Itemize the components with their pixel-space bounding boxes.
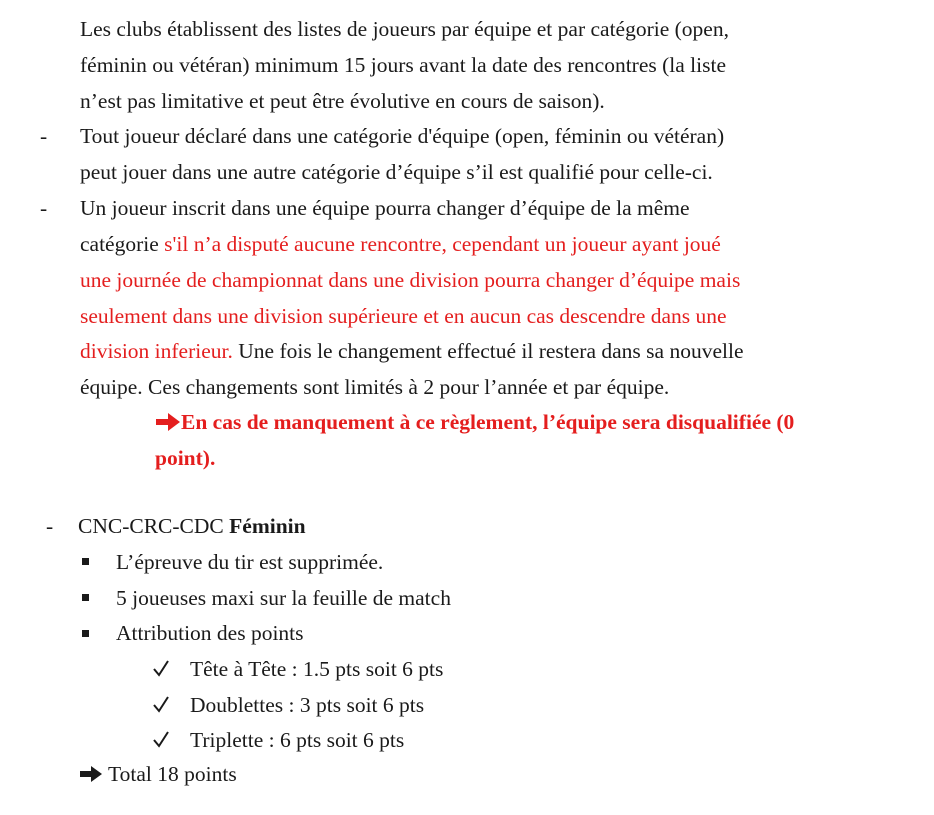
rule-change-line-6: équipe. Ces changements sont limités à 2 pour l’année et par équipe. bbox=[80, 375, 670, 399]
section-heading-bold: Féminin bbox=[229, 514, 306, 538]
rule-change-text: catégorie bbox=[80, 232, 165, 256]
rule-change-text: Une fois le changement effectué il restera dans sa nouvelle bbox=[232, 339, 744, 363]
list-item: 5 joueuses maxi sur la feuille de match bbox=[116, 586, 451, 610]
rule-change-line-2 bbox=[80, 226, 721, 262]
rule-change-line-4: seulement dans une division supérieure et en aucun cas descendre dans une bbox=[80, 304, 727, 328]
list-item: L’épreuve du tir est supprimée. bbox=[116, 550, 384, 574]
list-dash: - bbox=[46, 514, 54, 538]
arrow-right-icon bbox=[80, 766, 102, 782]
check-icon bbox=[151, 651, 171, 687]
rule-category-line-2: peut jouer dans une autre catégorie d’équipe s’il est qualifié pour celle-ci. bbox=[80, 160, 713, 184]
arrow-right-icon bbox=[156, 413, 180, 431]
rule-category-line-1: Tout joueur déclaré dans une catégorie d'équipe (open, féminin ou vétéran) bbox=[80, 124, 725, 148]
rule-change-highlight: division inferieur. bbox=[80, 339, 233, 363]
check-icon bbox=[151, 722, 171, 758]
points-item: Doublettes : 3 pts soit 6 pts bbox=[190, 693, 425, 717]
square-bullet-icon bbox=[82, 594, 89, 601]
intro-line-1: Les clubs établissent des listes de joueurs par équipe et par catégorie (open, bbox=[80, 17, 729, 41]
intro-line-3: n’est pas limitative et peut être évolutive en cours de saison). bbox=[80, 89, 605, 113]
list-item: Attribution des points bbox=[116, 621, 304, 645]
list-dash: - bbox=[40, 124, 48, 148]
rule-change-line-3: une journée de championnat dans une division pourra changer d’équipe mais bbox=[80, 268, 741, 292]
points-item: Tête à Tête : 1.5 pts soit 6 pts bbox=[190, 657, 444, 681]
check-icon bbox=[151, 687, 171, 723]
penalty-line-1: En cas de manquement à ce règlement, l’équipe sera disqualifiée (0 bbox=[181, 410, 795, 434]
rule-change-line-5 bbox=[80, 333, 744, 369]
intro-line-2: féminin ou vétéran) minimum 15 jours avant la date des rencontres (la liste bbox=[80, 53, 726, 77]
section-heading-prefix: CNC-CRC-CDC bbox=[78, 514, 230, 538]
section-heading-feminin bbox=[78, 508, 306, 544]
list-dash: - bbox=[40, 196, 48, 220]
rule-change-line-1: Un joueur inscrit dans une équipe pourra changer d’équipe de la même bbox=[80, 196, 690, 220]
penalty-line-2: point). bbox=[155, 446, 216, 470]
square-bullet-icon bbox=[82, 558, 89, 565]
points-item: Triplette : 6 pts soit 6 pts bbox=[190, 728, 405, 752]
total-points: Total 18 points bbox=[108, 762, 237, 786]
rule-change-highlight: s'il n’a disputé aucune rencontre, cependant un joueur ayant joué bbox=[164, 232, 721, 256]
square-bullet-icon bbox=[82, 630, 89, 637]
